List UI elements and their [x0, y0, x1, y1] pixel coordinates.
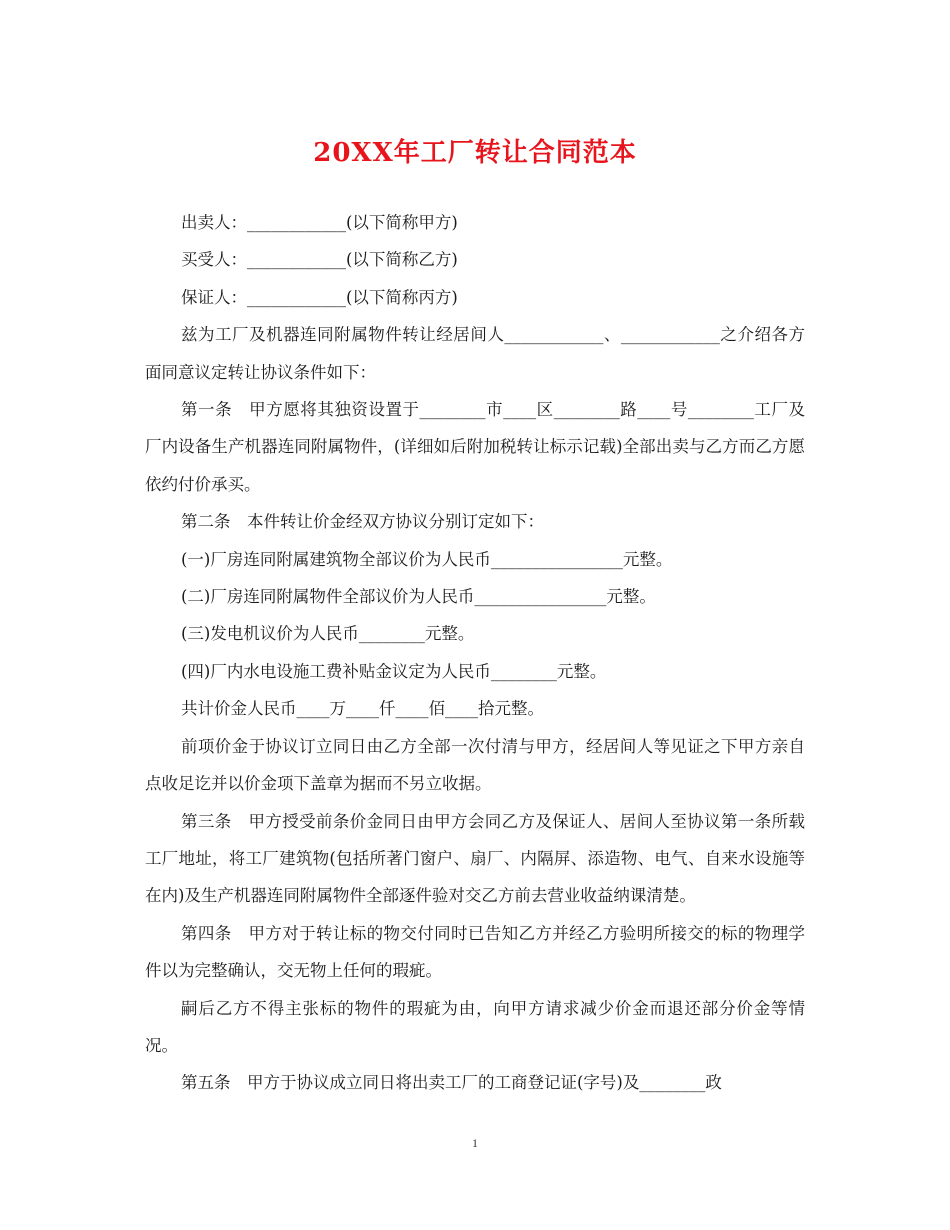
paragraph-article-2: 第二条 本件转让价金经双方协议分别订定如下：: [181, 512, 544, 532]
paragraph-buyer: 买受人：____________(以下简称乙方): [181, 250, 458, 270]
paragraph-payment: 前项价金于协议订立同日由乙方全部一次付清与甲方，经居间人等见证之下甲方亲自点收足讫并以价金项下盖章为据而不另立收据。: [145, 736, 805, 794]
paragraph-price-item-1: (一)厂房连同附属建筑物全部议价为人民币________________元整。: [181, 549, 673, 569]
paragraph-article-5: 第五条 甲方于协议成立同日将出卖工厂的工商登记证(字号)及________政: [181, 1073, 722, 1093]
paragraph-seller: 出卖人：____________(以下简称甲方): [181, 213, 458, 232]
document-body: [145, 204, 805, 1102]
paragraph-article-1: 第一条 甲方愿将其独资设置于________市____区________路____号________工厂及厂内设备生产机器连同附属物件，(详细如后附加税转让标示记载)全部出卖与乙方而乙方愿依约付价承买。: [145, 400, 805, 494]
paragraph-intro: 兹为工厂及机器连同附属物件转让经居间人____________、____________之介绍各方面同意议定转让协议条件如下：: [145, 325, 805, 382]
paragraph-defects: 嗣后乙方不得主张标的物件的瑕疵为由，向甲方请求减少价金而退还部分价金等情况。: [145, 998, 805, 1055]
paragraph-guarantor: 保证人：____________(以下简称丙方): [181, 287, 458, 307]
paragraph-article-3: 第三条 甲方授受前条价金同日由甲方会同乙方及保证人、居间人至协议第一条所载工厂地址，将工厂建筑物(包括所著门窗户、扇厂、内隔屏、添造物、电气、自来水设施等在内)及生产机器连同附属物件全部逐件验对交乙方前去营业收益纳课清楚。: [145, 811, 805, 906]
document-title: 20XX年工厂转让合同范本: [313, 138, 637, 168]
page-number: 1: [472, 1136, 478, 1150]
paragraph-article-4: 第四条 甲方对于转让标的物交付同时已告知乙方并经乙方验明所接交的标的物理学件以为完整确认，交无物上任何的瑕疵。: [145, 923, 805, 981]
paragraph-price-item-2: (二)厂房连同附属物件全部议价为人民币________________元整。: [181, 587, 656, 607]
paragraph-price-total: 共计价金人民币____万____仟____佰____拾元整。: [181, 699, 544, 719]
paragraph-price-item-4: (四)厂内水电设施工费补贴金议定为人民币________元整。: [181, 661, 607, 681]
paragraph-price-item-3: (三)发电机议价为人民币________元整。: [181, 624, 475, 644]
